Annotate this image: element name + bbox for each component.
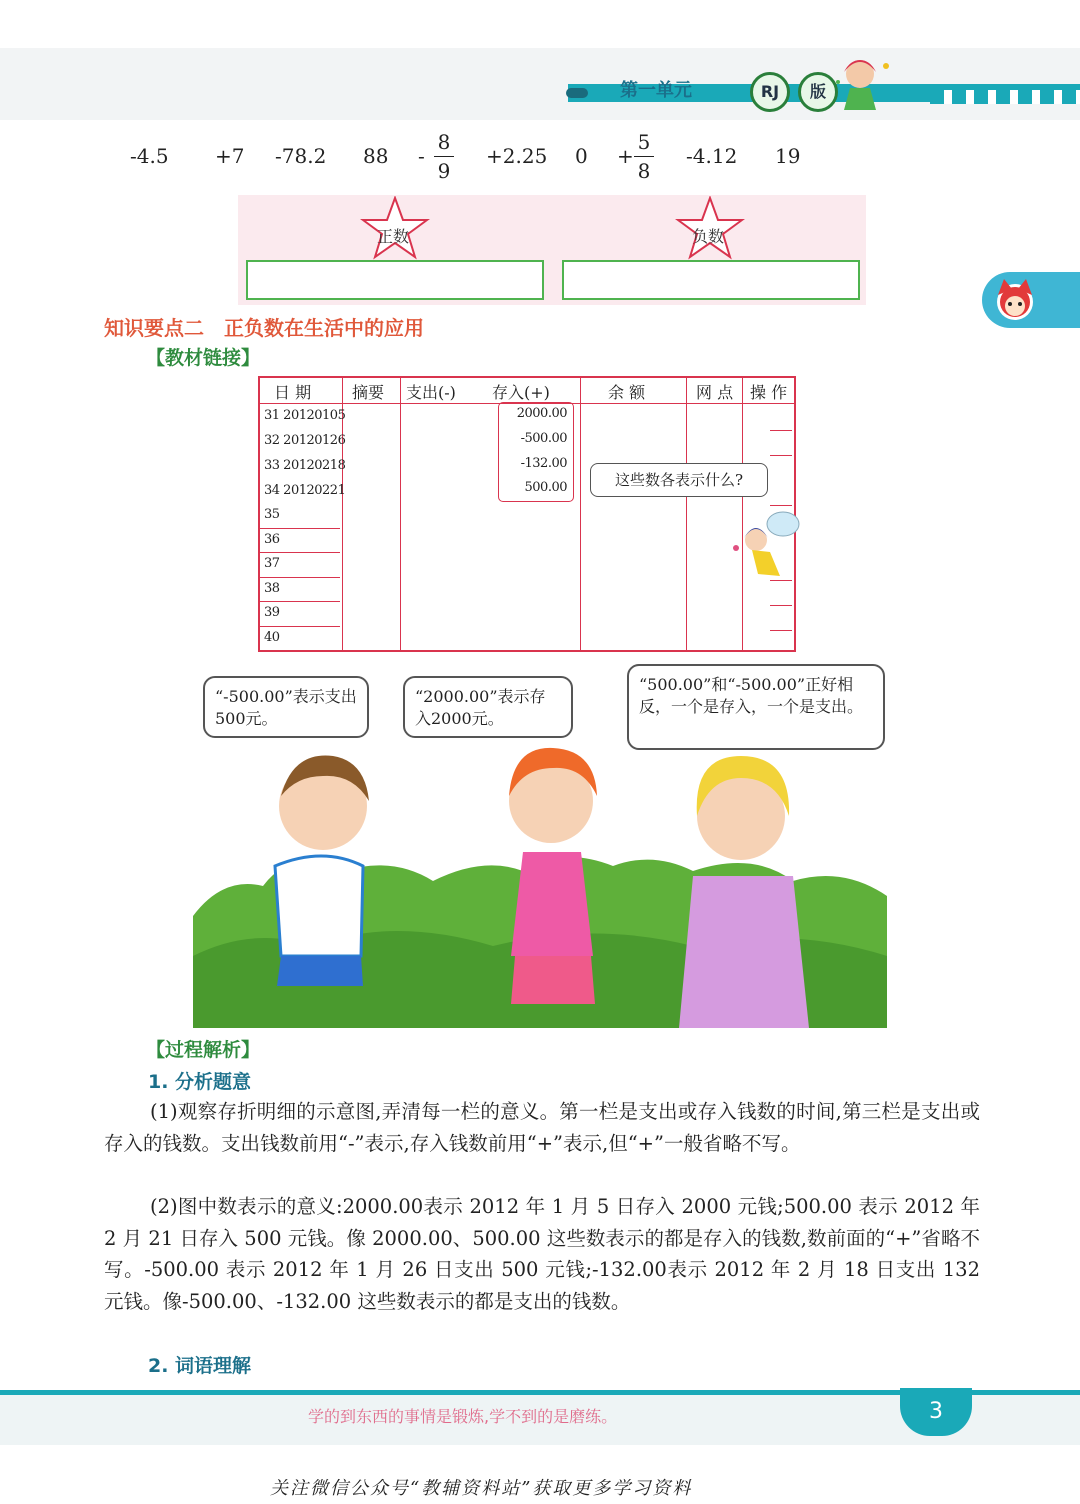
ledger-row: 32 20120126 [264,433,346,448]
section-title: 知识要点二 正负数在生活中的应用 [104,316,424,340]
analysis-label: 【过程解析】 [146,1039,261,1061]
textbook-link-label: 【教材链接】 [146,347,261,369]
analysis-paragraph: (2)图中数表示的意义:2000.00表示 2012 年 1 月 5 日存入 2000 元钱;500.00 表示 2012 年 2 月 21 日存入 500 元钱。像 2000.00、500.00 这些数表示的都是存入的钱数,数前面的“+”省略不写。-500.00 表示 2012 年 1 月 26 日支出 500 元钱;-132.00表示 2012 年 2 月 18 日支出 132 元钱。像-500.00、-132.00 这些数表示的都是支出的钱数。 [104,1195,980,1313]
fraction-5-8 [634,130,654,183]
number-item: -4.12 [686,144,738,168]
fairy-icon [728,506,806,582]
ledger-row: 33 20120218 [264,458,346,473]
fraction-numerator: 8 [437,130,451,154]
deposit-value: -500.00 [520,431,567,446]
deposit-value: -132.00 [520,456,567,471]
speech-bubble: “-500.00”表示支出500元。 [203,676,369,738]
number-item: 88 [363,144,389,168]
number-item: -78.2 [275,144,327,168]
side-tab [982,272,1080,328]
fraction-sign: - [418,144,425,168]
deposit-values-box [498,402,574,502]
ledger-row: 40 [264,630,280,645]
page-number: 3 [900,1388,972,1436]
question-bubble: 这些数各表示什么? [590,463,768,497]
fraction-denominator: 8 [637,159,651,183]
wechat-notice: 关注微信公众号“教辅资料站”获取更多学习资料 [270,1478,693,1499]
positive-label: 正数 [377,227,410,246]
fraction-denominator: 9 [437,159,451,183]
positive-answer-box[interactable] [246,260,544,300]
ledger-header: 支出(-) [406,383,456,402]
number-item: 19 [775,144,801,168]
number-item: -4.5 [130,144,169,168]
analysis-paragraph: (1)观察存折明细的示意图,弄清每一栏的意义。第一栏是支出或存入钱数的时间,第三栏是支出或存入的钱数。支出钱数前用“-”表示,存入钱数前用“+”表示,但“+”一般省略不写。 [104,1100,980,1155]
ledger-row: 37 [264,556,280,571]
ledger-header: 余 额 [608,383,646,402]
fraction-sign: + [617,144,634,168]
number-item: +7 [215,144,245,168]
speech-bubble: “500.00”和“-500.00”正好相反，一个是存入，一个是支出。 [627,664,885,750]
ledger-row: 34 20120221 [264,483,346,498]
version-badge: 版 [798,72,838,112]
ledger-row: 36 [264,532,280,547]
fairy-icon [830,52,900,112]
number-item: 0 [575,144,588,168]
unit-bar-checker [930,90,1080,104]
deposit-value: 2000.00 [516,406,567,421]
edition-badge: RJ [750,72,790,112]
cartoon-scene [193,656,887,1028]
footer-motto: 学的到东西的事情是锻炼,学不到的是磨练。 [308,1407,618,1426]
mascot-icon [990,275,1040,325]
fraction-numerator: 5 [637,130,651,154]
fraction-8-9 [434,130,454,183]
pen-icon [566,88,588,98]
ledger-header: 存入(+) [492,383,550,402]
negative-answer-box[interactable] [562,260,860,300]
negative-label: 负数 [692,227,725,246]
speech-bubble: “2000.00”表示存入2000元。 [403,676,573,738]
number-row [130,130,930,190]
ledger-row: 35 [264,507,280,522]
ledger-row: 31 20120105 [264,408,346,423]
ledger-header: 操 作 [750,383,788,402]
ledger-row: 38 [264,581,280,596]
ledger-row: 39 [264,605,280,620]
subsection-title: 2. 词语理解 [148,1355,252,1377]
ledger-header: 摘要 [352,383,385,402]
deposit-value: 500.00 [524,480,567,495]
number-item: +2.25 [486,144,548,168]
ledger-header: 日 期 [274,383,312,402]
unit-title: 第一单元 [620,80,692,101]
ledger-header: 网 点 [696,383,734,402]
subsection-title: 1. 分析题意 [148,1071,252,1093]
